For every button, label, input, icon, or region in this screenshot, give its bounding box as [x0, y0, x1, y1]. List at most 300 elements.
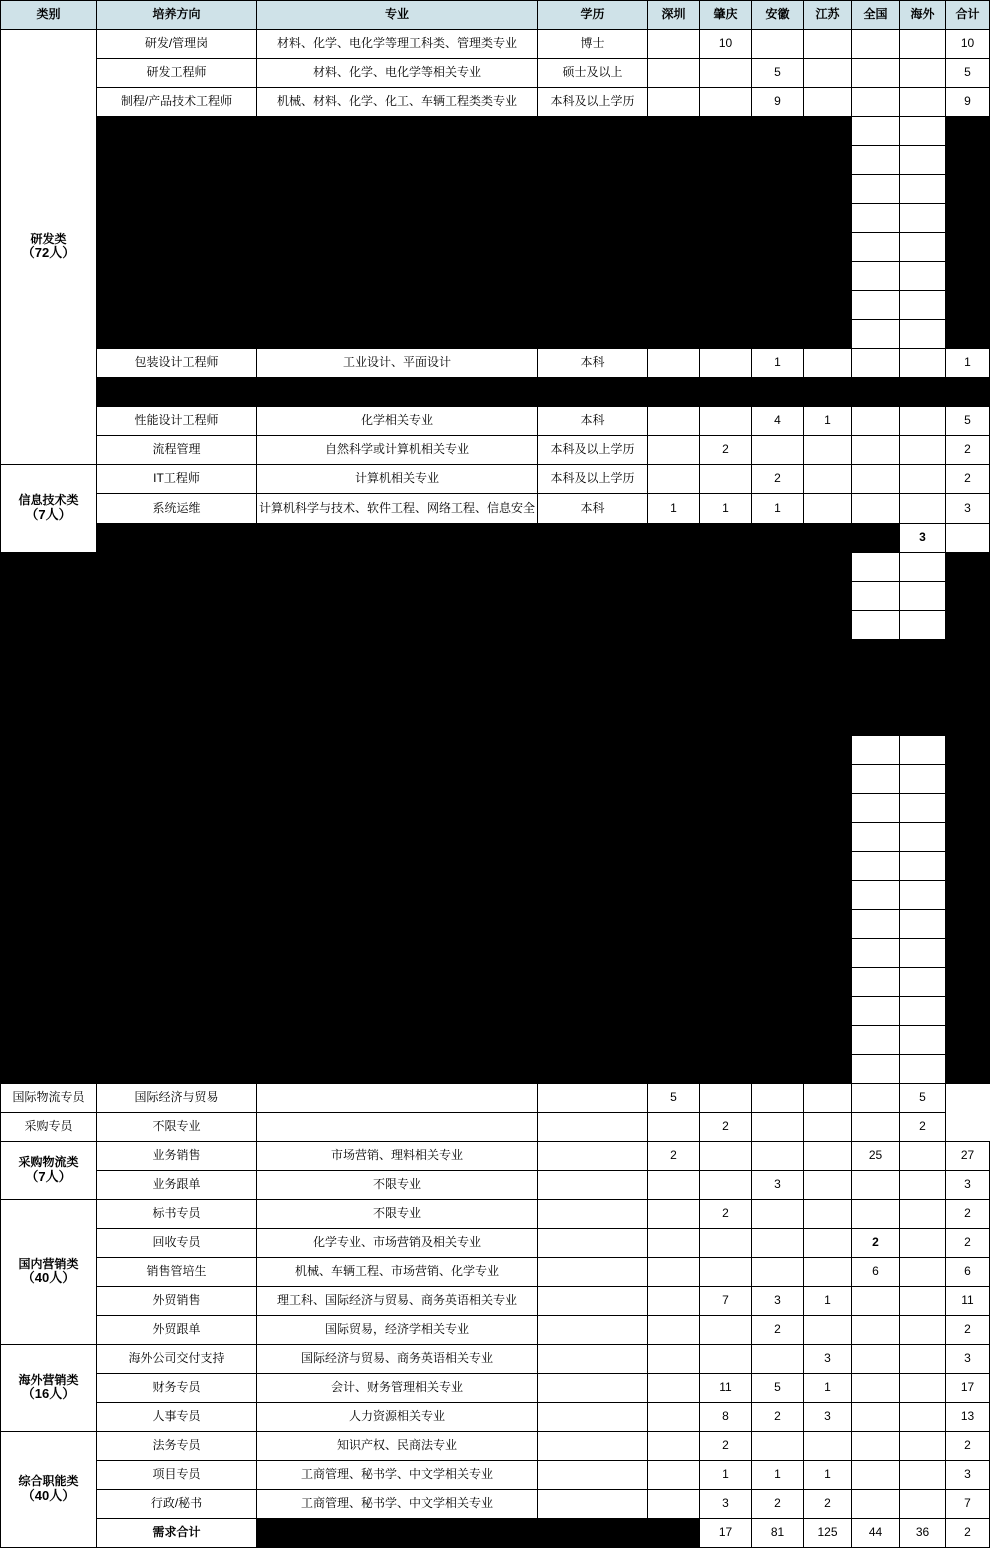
- category-label-line1: 采购物流类: [18, 1155, 79, 1170]
- national-cell: [852, 175, 900, 204]
- major-cell: 工业设计、平面设计: [257, 349, 538, 378]
- national-cell: [852, 823, 900, 852]
- table-row: [1, 1171, 990, 1200]
- jiangsu-cell: [804, 349, 852, 378]
- direction-cell: 回收专员: [97, 1229, 257, 1258]
- redacted-cell: [1, 852, 97, 881]
- category-label-line1: 综合职能类: [18, 1474, 79, 1489]
- category-cell: [1, 30, 97, 465]
- education-cell: 博士: [538, 30, 648, 59]
- major-cell: 材料、化学、电化学等相关专业: [257, 59, 538, 88]
- total-cell: 2: [946, 436, 990, 465]
- redacted-row: [1, 291, 990, 320]
- jiangsu-cell: 3: [804, 1403, 852, 1432]
- redacted-cell: [97, 939, 852, 968]
- redacted-cell: [946, 146, 990, 175]
- category-label-line1: 信息技术类: [18, 493, 79, 508]
- anhui-cell: [700, 1084, 752, 1113]
- redacted-cell: [946, 1026, 990, 1055]
- redacted-cell: [1, 688, 97, 736]
- category-label-line2: （40人）: [21, 1270, 76, 1286]
- category-cell: [1, 1142, 97, 1200]
- footer-overseas: 2: [946, 1519, 990, 1548]
- overseas-cell: [900, 1316, 946, 1345]
- education-cell: 本科: [538, 349, 648, 378]
- major-cell: 市场营销、理料相关专业: [257, 1142, 538, 1171]
- direction-cell: 包装设计工程师: [97, 349, 257, 378]
- header-direction: 培养方向: [97, 1, 257, 30]
- redacted-cell: [946, 939, 990, 968]
- shenzhen-cell: [648, 30, 700, 59]
- zhaoqing-cell: [700, 349, 752, 378]
- table-row: [1, 1345, 990, 1374]
- redacted-cell: [946, 291, 990, 320]
- national-cell: [852, 1374, 900, 1403]
- category-label-line1: 研发类: [30, 231, 67, 246]
- education-cell: [538, 1258, 648, 1287]
- redacted-cell: [1, 765, 97, 794]
- table-row: [1, 436, 990, 465]
- jiangsu-cell: [804, 1432, 852, 1461]
- overseas-cell: [946, 524, 990, 553]
- anhui-cell: [752, 30, 804, 59]
- redacted-cell: [97, 910, 852, 939]
- anhui-cell: [752, 1258, 804, 1287]
- total-cell: 2: [946, 1229, 990, 1258]
- total-cell: 27: [946, 1142, 990, 1171]
- header-shenzhen: 深圳: [648, 1, 700, 30]
- table-row: [1, 1084, 990, 1113]
- total-cell: 2: [946, 465, 990, 494]
- direction-cell: 业务跟单: [97, 1171, 257, 1200]
- overseas-cell: [900, 1403, 946, 1432]
- table-row: [1, 1200, 990, 1229]
- redacted-cell: [97, 320, 852, 349]
- redacted-cell: [946, 262, 990, 291]
- anhui-cell: 2: [752, 1316, 804, 1345]
- zhaoqing-cell: 11: [700, 1374, 752, 1403]
- national-cell: [852, 1403, 900, 1432]
- redacted-cell: [1, 1055, 97, 1084]
- overseas-cell: [900, 1200, 946, 1229]
- redacted-row: [1, 320, 990, 349]
- jiangsu-cell: [804, 465, 852, 494]
- redacted-cell: [97, 553, 852, 582]
- redacted-cell: [946, 175, 990, 204]
- major-cell: 不限专业: [257, 1200, 538, 1229]
- zhaoqing-cell: 1: [700, 1461, 752, 1490]
- redacted-cell: [946, 553, 990, 582]
- total-cell: 9: [946, 88, 990, 117]
- footer-row: [1, 1519, 990, 1548]
- overseas-cell: [900, 939, 946, 968]
- total-cell: 2: [946, 1316, 990, 1345]
- national-cell: 6: [852, 1258, 900, 1287]
- table-row: [1, 349, 990, 378]
- redacted-cell: [946, 765, 990, 794]
- overseas-cell: [900, 494, 946, 524]
- redacted-row: [1, 1026, 990, 1055]
- anhui-cell: 1: [752, 1461, 804, 1490]
- redacted-cell: [1, 881, 97, 910]
- overseas-cell: [900, 291, 946, 320]
- national-cell: [852, 436, 900, 465]
- shenzhen-cell: [648, 407, 700, 436]
- shenzhen-cell: [648, 1316, 700, 1345]
- national-cell: [852, 88, 900, 117]
- national-cell: [852, 582, 900, 611]
- category-cell: [1, 1200, 97, 1345]
- redacted-cell: [97, 611, 852, 640]
- direction-cell: 制程/产品技术工程师: [97, 88, 257, 117]
- total-cell: 11: [946, 1287, 990, 1316]
- redacted-cell: [1, 640, 97, 688]
- redacted-cell: [97, 233, 852, 262]
- anhui-cell: [752, 1229, 804, 1258]
- major-cell: 国际经济与贸易、商务英语相关专业: [257, 1345, 538, 1374]
- major-cell: 不限专业: [257, 1171, 538, 1200]
- jiangsu-cell: [804, 1258, 852, 1287]
- zhaoqing-cell: 8: [700, 1403, 752, 1432]
- education-cell: [538, 1142, 648, 1171]
- shenzhen-cell: [648, 1461, 700, 1490]
- major-cell: 国际贸易，经济学相关专业: [257, 1316, 538, 1345]
- redacted-cell: [97, 765, 852, 794]
- header-anhui: 安徽: [752, 1, 804, 30]
- zhaoqing-cell: [648, 1113, 700, 1142]
- national-cell: [852, 1316, 900, 1345]
- major-cell: 工商管理、秘书学、中文学相关专业: [257, 1461, 538, 1490]
- overseas-cell: [900, 1258, 946, 1287]
- overseas-cell: [900, 1142, 946, 1171]
- redacted-cell: [946, 910, 990, 939]
- header-overseas: 海外: [900, 1, 946, 30]
- redacted-row: [1, 524, 990, 553]
- direction-cell: 研发/管理岗: [97, 30, 257, 59]
- table-row: [1, 1316, 990, 1345]
- total-cell: 10: [946, 30, 990, 59]
- redacted-cell: [97, 291, 852, 320]
- redacted-cell: [1, 968, 97, 997]
- shenzhen-cell: [648, 1345, 700, 1374]
- redacted-row: [1, 939, 990, 968]
- national-cell: [852, 494, 900, 524]
- overseas-cell: [900, 823, 946, 852]
- education-cell: [257, 1084, 538, 1113]
- footer-shenzhen: 17: [700, 1519, 752, 1548]
- redacted-cell: [946, 823, 990, 852]
- zhaoqing-cell: [700, 59, 752, 88]
- education-cell: [538, 1432, 648, 1461]
- table-row: [1, 1403, 990, 1432]
- redacted-cell: [946, 117, 990, 146]
- table-row: [1, 1142, 990, 1171]
- shenzhen-cell: [538, 1084, 648, 1113]
- national-cell: [852, 465, 900, 494]
- footer-anhui: 125: [804, 1519, 852, 1548]
- header-education: 学历: [538, 1, 648, 30]
- table-row: [1, 30, 990, 59]
- redacted-cell: [257, 524, 900, 553]
- shenzhen-cell: [648, 1403, 700, 1432]
- shenzhen-cell: [648, 436, 700, 465]
- national-cell: [852, 765, 900, 794]
- education-cell: 硕士及以上: [538, 59, 648, 88]
- redacted-cell: [1, 823, 97, 852]
- total-cell: 2: [900, 1113, 946, 1142]
- anhui-cell: [752, 1345, 804, 1374]
- direction-cell: 人事专员: [97, 1403, 257, 1432]
- redacted-cell: [97, 582, 852, 611]
- total-cell: 3: [946, 494, 990, 524]
- table-row: [1, 1258, 990, 1287]
- overseas-cell: [900, 88, 946, 117]
- total-cell: 3: [946, 1461, 990, 1490]
- redacted-cell: [97, 117, 852, 146]
- total-cell: 2: [946, 1200, 990, 1229]
- education-cell: 本科及以上学历: [538, 465, 648, 494]
- overseas-cell: [900, 465, 946, 494]
- overseas-cell: [900, 1374, 946, 1403]
- national-cell: [852, 881, 900, 910]
- shenzhen-cell: [538, 1113, 648, 1142]
- category-label-line2: （7人）: [25, 506, 72, 522]
- redacted-row: [1, 611, 990, 640]
- national-cell: [852, 736, 900, 765]
- national-cell: [852, 1055, 900, 1084]
- overseas-cell: [900, 1229, 946, 1258]
- redacted-cell: [946, 204, 990, 233]
- direction-cell: 财务专员: [97, 1374, 257, 1403]
- redacted-row: [1, 204, 990, 233]
- redacted-cell: [257, 1519, 700, 1548]
- category-cell: [1, 1345, 97, 1432]
- major-cell: 知识产权、民商法专业: [257, 1432, 538, 1461]
- redacted-cell: [946, 611, 990, 640]
- national-cell: [852, 291, 900, 320]
- national-cell: [852, 117, 900, 146]
- total-cell: 17: [946, 1374, 990, 1403]
- redacted-cell: [946, 582, 990, 611]
- jiangsu-cell: [804, 494, 852, 524]
- redacted-cell: [946, 997, 990, 1026]
- table-row: [1, 1461, 990, 1490]
- zhaoqing-cell: [700, 1258, 752, 1287]
- total-cell: 5: [946, 59, 990, 88]
- jiangsu-cell: [752, 1113, 804, 1142]
- major-cell: 理工科、国际经济与贸易、商务英语相关专业: [257, 1287, 538, 1316]
- major-cell: 人力资源相关专业: [257, 1403, 538, 1432]
- major-cell: 材料、化学、电化学等理工科类、管理类专业: [257, 30, 538, 59]
- redacted-cell: [97, 1026, 852, 1055]
- overseas-cell: [900, 320, 946, 349]
- education-cell: [538, 1403, 648, 1432]
- anhui-cell: [752, 1200, 804, 1229]
- education-cell: [538, 1374, 648, 1403]
- zhaoqing-cell: [700, 465, 752, 494]
- shenzhen-cell: [648, 1432, 700, 1461]
- direction-cell: IT工程师: [97, 465, 257, 494]
- direction-cell: 研发工程师: [97, 59, 257, 88]
- redacted-cell: [97, 1055, 852, 1084]
- jiangsu-cell: 3: [804, 1345, 852, 1374]
- anhui-cell: 2: [752, 1490, 804, 1519]
- header-zhaoqing: 肇庆: [700, 1, 752, 30]
- category-label-line2: （7人）: [25, 1168, 72, 1184]
- total-cell: 3: [946, 1171, 990, 1200]
- overseas-cell: [852, 1084, 900, 1113]
- shenzhen-cell: [648, 1490, 700, 1519]
- major-cell: 会计、财务管理相关专业: [257, 1374, 538, 1403]
- education-cell: 本科及以上学历: [538, 88, 648, 117]
- redacted-cell: [946, 968, 990, 997]
- redacted-cell: [97, 262, 852, 291]
- shenzhen-cell: [648, 1200, 700, 1229]
- table-row: [1, 407, 990, 436]
- jiangsu-cell: [804, 1229, 852, 1258]
- shenzhen-cell: [648, 465, 700, 494]
- table-row: [1, 1287, 990, 1316]
- zhaoqing-cell: [700, 1316, 752, 1345]
- national-cell: [852, 1287, 900, 1316]
- education-cell: [257, 1113, 538, 1142]
- footer-jiangsu: 44: [852, 1519, 900, 1548]
- overseas-cell: [900, 553, 946, 582]
- total-cell: 5: [946, 407, 990, 436]
- anhui-cell: [752, 1142, 804, 1171]
- redacted-cell: [1, 1026, 97, 1055]
- redacted-cell: [946, 1055, 990, 1084]
- zhaoqing-cell: [700, 1171, 752, 1200]
- direction-cell: 性能设计工程师: [97, 407, 257, 436]
- footer-zhaoqing: 81: [752, 1519, 804, 1548]
- table-row: [1, 1229, 990, 1258]
- overseas-cell: [900, 175, 946, 204]
- jiangsu-cell: [804, 1171, 852, 1200]
- national-cell: [852, 262, 900, 291]
- jiangsu-cell: [804, 30, 852, 59]
- major-cell: 自然科学或计算机相关专业: [257, 436, 538, 465]
- redacted-cell: [1, 736, 97, 765]
- direction-cell: 系统运维: [97, 494, 257, 524]
- total-cell: 6: [946, 1258, 990, 1287]
- redacted-cell: [97, 175, 852, 204]
- overseas-cell: [900, 1171, 946, 1200]
- total-cell: 13: [946, 1403, 990, 1432]
- shenzhen-cell: 2: [648, 1142, 700, 1171]
- redacted-cell: [1, 553, 97, 582]
- major-cell: 国际经济与贸易: [97, 1084, 257, 1113]
- footer-label: 需求合计: [97, 1519, 257, 1548]
- overseas-cell: [900, 1432, 946, 1461]
- national-cell: [852, 968, 900, 997]
- redacted-row: [1, 794, 990, 823]
- table-body: [1, 30, 990, 1548]
- direction-cell: 海外公司交付支持: [97, 1345, 257, 1374]
- jiangsu-cell: 1: [804, 1461, 852, 1490]
- overseas-cell: [900, 852, 946, 881]
- table-row: [1, 494, 990, 524]
- anhui-cell: 3: [752, 1171, 804, 1200]
- anhui-cell: [752, 1432, 804, 1461]
- shenzhen-cell: [648, 1229, 700, 1258]
- overseas-cell: [900, 262, 946, 291]
- overseas-cell: [900, 765, 946, 794]
- major-cell: 不限专业: [97, 1113, 257, 1142]
- zhaoqing-cell: 3: [700, 1490, 752, 1519]
- redacted-row: [1, 262, 990, 291]
- redacted-row: [1, 146, 990, 175]
- overseas-cell: [900, 736, 946, 765]
- overseas-cell: [900, 881, 946, 910]
- anhui-cell: [752, 436, 804, 465]
- anhui-cell: 2: [700, 1113, 752, 1142]
- shenzhen-cell: [648, 1171, 700, 1200]
- jiangsu-cell: [804, 1142, 852, 1171]
- table-row: [1, 59, 990, 88]
- overseas-cell: [900, 794, 946, 823]
- education-cell: [538, 1229, 648, 1258]
- redacted-row: [1, 1055, 990, 1084]
- education-cell: [538, 1200, 648, 1229]
- major-cell: 计算机相关专业: [257, 465, 538, 494]
- anhui-cell: 9: [752, 88, 804, 117]
- redacted-cell: [1, 582, 97, 611]
- zhaoqing-cell: 7: [700, 1287, 752, 1316]
- redacted-row: [1, 852, 990, 881]
- redacted-cell: [97, 794, 852, 823]
- table-row: [1, 465, 990, 494]
- education-cell: [538, 1490, 648, 1519]
- national-cell: [852, 1026, 900, 1055]
- direction-cell: 流程管理: [97, 436, 257, 465]
- redacted-cell: [97, 823, 852, 852]
- national-cell: [804, 1113, 852, 1142]
- table-row: [1, 1490, 990, 1519]
- total-cell: 5: [900, 1084, 946, 1113]
- national-cell: [852, 1171, 900, 1200]
- national-cell: [852, 59, 900, 88]
- direction-cell: 销售管培生: [97, 1258, 257, 1287]
- direction-cell: 采购专员: [1, 1113, 97, 1142]
- overseas-cell: [900, 1026, 946, 1055]
- zhaoqing-cell: 2: [700, 1432, 752, 1461]
- footer-national: 36: [900, 1519, 946, 1548]
- redacted-cell: [97, 378, 990, 407]
- national-cell: [852, 204, 900, 233]
- national-cell: [852, 611, 900, 640]
- table-header: [1, 1, 990, 30]
- national-cell: [804, 1084, 852, 1113]
- direction-cell: 行政/秘书: [97, 1490, 257, 1519]
- redacted-cell: [946, 736, 990, 765]
- category-cell: [1, 465, 97, 553]
- overseas-cell: [900, 436, 946, 465]
- zhaoqing-cell: [700, 1142, 752, 1171]
- anhui-cell: 1: [752, 494, 804, 524]
- shenzhen-cell: 1: [648, 494, 700, 524]
- major-cell: 计算机科学与技术、软件工程、网络工程、信息安全: [257, 494, 538, 524]
- jiangsu-cell: [804, 88, 852, 117]
- national-cell: [852, 852, 900, 881]
- redacted-row: [1, 233, 990, 262]
- redacted-row: [1, 688, 990, 736]
- redacted-row: [1, 968, 990, 997]
- overseas-cell: [900, 349, 946, 378]
- shenzhen-cell: [648, 1287, 700, 1316]
- national-cell: [852, 146, 900, 175]
- redacted-row: [1, 997, 990, 1026]
